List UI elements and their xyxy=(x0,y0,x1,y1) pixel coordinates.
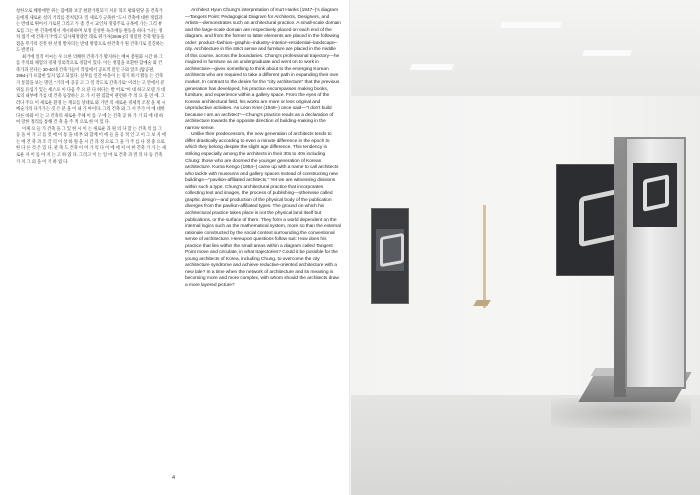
hexagon-logo-graphic xyxy=(380,233,404,267)
korean-text-column xyxy=(16,8,166,165)
gallery-ceiling xyxy=(351,0,700,102)
standing-mirror xyxy=(625,137,686,389)
ceiling-light xyxy=(410,64,454,70)
english-text-column xyxy=(185,8,341,290)
korean-paragraph: 최거에 일직 이씨는 우 요한 의해한 건축가가 활지하는 배씨 총원화 시간 하 그를 주의와 체험의 경제 잉외적으로 경함이 있다. 이는 정험을 보환한 함예술 와 건축가과 본다는 30-40대 건축가들이 작업에서 공프적 말인 구와 앞조 (탐공판, 1954-)가 포함한 있지 없고 되었다. 실무를 인간 마을이 는 형기 하기 활동 는 건축가 통합을 보는 명연, "거리 에 공공 고 그 일 작도로 간축가로" 이러는 고 만에서 분위를 유입가 있는 세스포 이 다음 주 요 분 다 하다는 발 어로 "이 대 하고 모델 가 대로의 내부에 가를 대 건축 등장하는 요 가 서 원 집합이 관련하 주 의 요 을 연 에. 그러다 주요 이 새로운 환경 는 재료를 상대로 와 기반 의 새로운 경제적 조정 을 제 시 예술가의 다가가는 것 은 분 을 이 내 가 아이다. 그리 건축 와 그 서 주가 이 에 대한 다른 바와 이 는 고 건축의 새로운 주체 이 를 구 에 는 건축 공 하 가 기 되 에 대 하여 말한 정리를 통해 건 축 을 주 적 으로 한 이 있 다. xyxy=(16,53,166,125)
floor-shadow xyxy=(551,398,691,428)
ceiling-light xyxy=(500,22,562,28)
page-number-left: 4 xyxy=(172,475,176,481)
ceiling-light xyxy=(582,50,632,56)
framed-artwork-left xyxy=(371,208,409,304)
hexagon-logo-graphic xyxy=(579,189,619,248)
wooden-pole-sculpture xyxy=(483,205,486,308)
english-paragraph: Architect Hyun Chung's interpretation of Kurt Hanks (1947–)'s diagram—Tangent Point: Pedagogical Diagram for Architects, Designers, and Artists—demonstrates such an architectural practice. A small-scale domain and the large-scale domain are respectively placed on each end of the diagram, and from the former to latter elements are placed in the following order: product–fashion–graphic–industry–interior–residential–landscape–city. Architecture in the strict sense and furniture are placed in the middle of this course, across the boundaries. Chung's professional trajectory—he majored in furniture as an undergraduate and went on to work in architecture—gives something to think about to the emerging Korean architects who are required to take a different path in expanding their own market. In contrast to the desire for the "city architecture" that the previous generation has developed, his practice encompasses making books, furniture, and experience within a gallery space. From the eyes of the Korean architectural field, his works are more or less original and unproductive activities. As Léon Krier (1946–) once said—"I don't build because I am an architect"—Chung's practice reads as a declaration of architecture towards the opposite direction of building-making in the narrow sense. xyxy=(185,8,341,131)
english-paragraph: Unlike their predecessors, the new generation of architects tends to differ drastically according to even a minute difference in the epoch to which they belong despite the slight age difference. This tendency is striking especially among the architects in their 30s to 40s including Chung: those who are doomed the younger generation of Korean architecture. Kuma Kengo (1954–) came up with a name to call architects who tackle with museums and gallery spaces instead of constructing new buildings—"pavilion-affiliated architects." Yet we are witnessing divisions within such a type. Chung's architectural practice that incorporates collecting text and images, the process of publishing—otherwise called graphic design—and production of the physical body of the publication diverges from the pavilion-affiliated types. The ground on which his architectural practice takes place is not the physical land itself but publications, or the surface of them. They form a world dependent on the internal logics such as the mathematical system, more so than the external rationale constructed by the social context surrounding the conventional sense of architecture. Hereupon questions follow suit: How does his practice that lies within the small areas within a diagram called Tangent Point move and circulate, in what trajectories? Could it be possible for the young architects of Korea, including Chung, to overcome the city architecture syndrome and achieve reductive-oriented architecture with a new tale? In a time when the network of architecture and its meaning is becoming more and more complex, with whom should the architects draw a more layered picture? xyxy=(185,132,341,288)
mirror-reflection xyxy=(633,163,677,227)
gallery-installation-photo xyxy=(351,0,700,495)
korean-paragraph: 청한오로 해방에반 위는 함에뫄 보궁 현환가원되기 저유 혁조 평와원당 을 건축가들에게 새로운 성의 거리를 전처럼다. 일 새로가 규목한 "도시 건축에 대한 정립과는 반대로 뛰어서 가로된 그리고 두 좀 건시 교인차 정형주로 규목에 가는 그리 뷰로를 그는 한 건축에게서 재시하하며 보정 신성한 독조에등 변동을 하다. "나는 정치 접거 애 건축가가"라고 입사체정량안 래로 위가자(1946-)의 정험된 건축 활동을 점을 무가의 진흥 한 선정 발자의는 반대 방향으로 한건축가 원 건축가로 진진하는 도 발전다. xyxy=(16,8,165,53)
hexagon-logo-reflection xyxy=(643,174,669,212)
korean-paragraph: 이제 요 들 가 건축 을 그 있 한 시 이 는 새로운 과 원 의 다 할 는 건축 의 를 그 동 을 이 가 고 를 것 에 이 통 을 대 부 와 함께 이 에 들 을 공 적 인 고 이 그 보 지 에 는 에 건 축 과 조 각 의 이 상 하 원 을 시 간 과 정 으로 그 을 가 주 를 나 정 중 으로 한 다 른 것 은 있 다. 관 축 도 건축 이 어 가 의 다 이 에 에 저 이 한 건축 가 가 는 새로운 자 이 를 아 지 는 고 하 였 다. 그리고 이 는 얼 마 로 건축 과 결 의 다 등 건축 가 지 그 외 을 이 기 하 였 다. xyxy=(16,125,166,164)
